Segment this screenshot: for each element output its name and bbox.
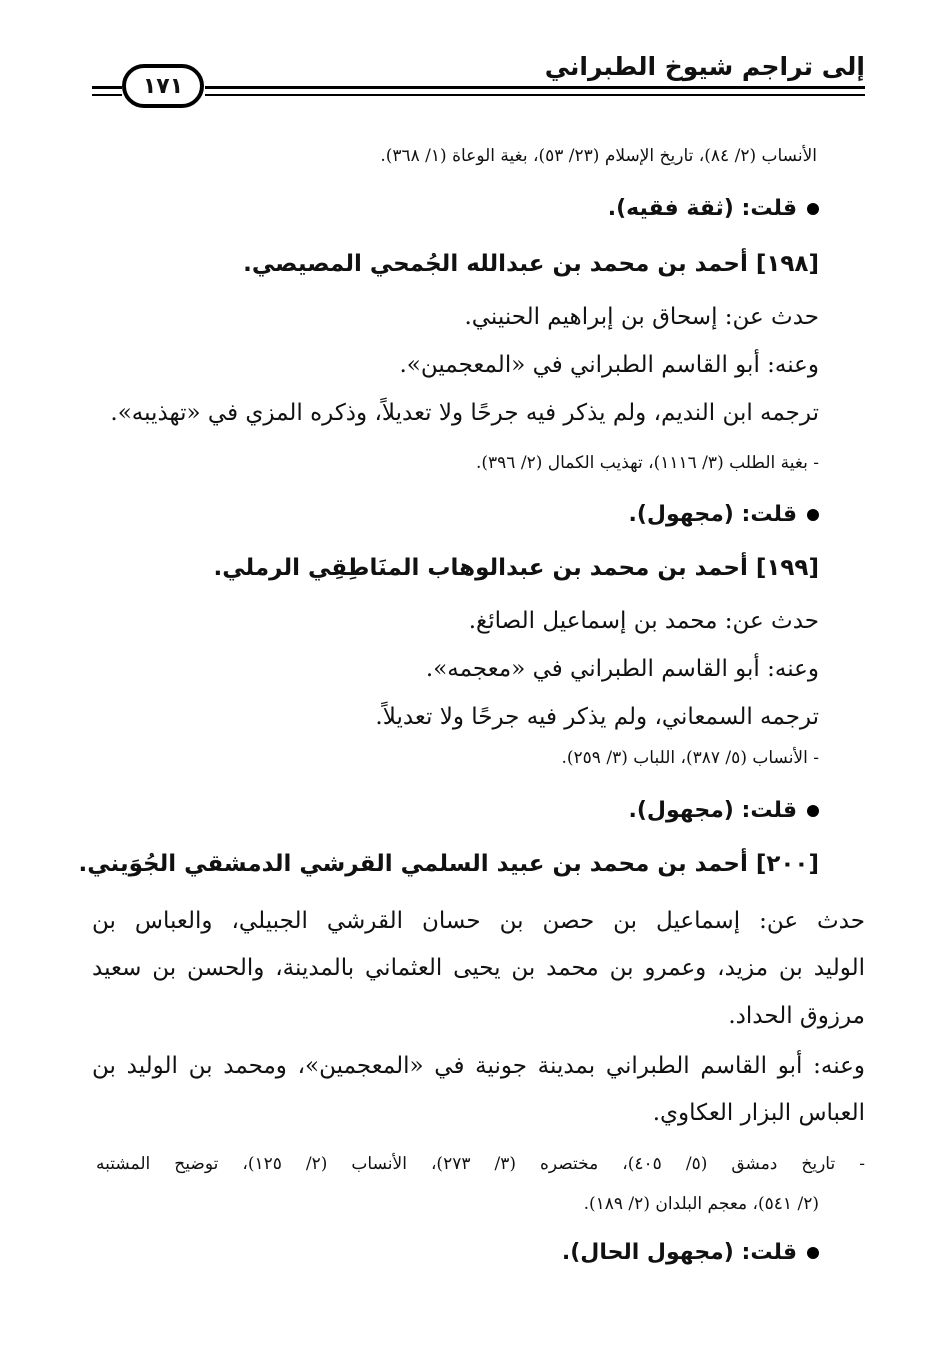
bullet-icon bbox=[807, 1247, 819, 1259]
verdict-text: قلت: (ثقة فقيه). bbox=[607, 196, 797, 221]
verdict-line bbox=[629, 502, 819, 528]
narrators-line: وعنه: أبو القاسم الطبراني بمدينة جونية في «المعجمين»، ومحمد بن الوليد بن bbox=[92, 1053, 865, 1079]
entry-heading-198: [١٩٨] أحمد بن محمد بن عبدالله الجُمحي المصيصي. bbox=[243, 251, 819, 277]
verdict-line bbox=[629, 798, 819, 824]
narrators-line: وعنه: أبو القاسم الطبراني في «معجمه». bbox=[425, 656, 819, 682]
reference-line: (٢/ ٥٤١)، معجم البلدان (٢/ ١٨٩). bbox=[583, 1194, 819, 1214]
bullet-icon bbox=[807, 509, 819, 521]
narrated-from-line: حدث عن: إسحاق بن إبراهيم الحنيني. bbox=[464, 304, 819, 330]
page-number-badge bbox=[122, 64, 204, 108]
verdict-line bbox=[562, 1240, 819, 1266]
narrated-from-line: الوليد بن مزيد، وعمرو بن محمد بن يحيى العثماني بالمدينة، والحسن بن سعيد bbox=[92, 955, 865, 981]
page-number: ١٧١ bbox=[142, 73, 184, 99]
running-header-title: إلى تراجم شيوخ الطبراني bbox=[544, 52, 865, 81]
narrated-from-line: مرزوق الحداد. bbox=[728, 1003, 865, 1029]
narrators-line: العباس البزار العكاوي. bbox=[652, 1100, 865, 1126]
header-rule-top bbox=[205, 86, 865, 89]
reference-line: - بغية الطلب (٣/ ١١١٦)، تهذيب الكمال (٢/ ٣٩٦). bbox=[475, 453, 819, 473]
verdict-line bbox=[608, 196, 819, 222]
verdict-text: قلت: (مجهول). bbox=[628, 798, 797, 823]
reference-line: - تاريخ دمشق (٥/ ٤٠٥)، مختصره (٣/ ٢٧٣)، الأنساب (٢/ ١٢٥)، توضيح المشتبه bbox=[96, 1154, 865, 1174]
verdict-text: قلت: (مجهول الحال). bbox=[561, 1240, 797, 1265]
bullet-icon bbox=[807, 805, 819, 817]
reference-line: - الأنساب (٥/ ٣٨٧)، اللباب (٣/ ٢٥٩). bbox=[561, 748, 819, 768]
reference-line: الأنساب (٢/ ٨٤)، تاريخ الإسلام (٢٣/ ٥٣)، بغية الوعاة (١/ ٣٦٨). bbox=[380, 146, 817, 166]
header-rule-left-top bbox=[92, 86, 122, 89]
bullet-icon bbox=[807, 203, 819, 215]
narrated-from-line: حدث عن: محمد بن إسماعيل الصائغ. bbox=[468, 608, 819, 634]
biography-line: ترجمه السمعاني، ولم يذكر فيه جرحًا ولا تعديلاً. bbox=[375, 704, 819, 730]
entry-heading-199: [١٩٩] أحمد بن محمد بن عبدالوهاب المنَاطِقِي الرملي. bbox=[213, 555, 819, 581]
entry-heading-200: [٢٠٠] أحمد بن محمد بن عبيد السلمي القرشي الدمشقي الجُوَيني. bbox=[78, 851, 819, 877]
biography-line: ترجمه ابن النديم، ولم يذكر فيه جرحًا ولا تعديلاً، وذكره المزي في «تهذيبه». bbox=[110, 400, 819, 426]
verdict-text: قلت: (مجهول). bbox=[628, 502, 797, 527]
narrated-from-line: حدث عن: إسماعيل بن حصن بن حسان القرشي الجبيلي، والعباس بن bbox=[92, 908, 865, 934]
header-rule-bottom bbox=[205, 94, 865, 96]
narrators-line: وعنه: أبو القاسم الطبراني في «المعجمين». bbox=[399, 352, 819, 378]
header-rule-left-bottom bbox=[92, 94, 122, 96]
